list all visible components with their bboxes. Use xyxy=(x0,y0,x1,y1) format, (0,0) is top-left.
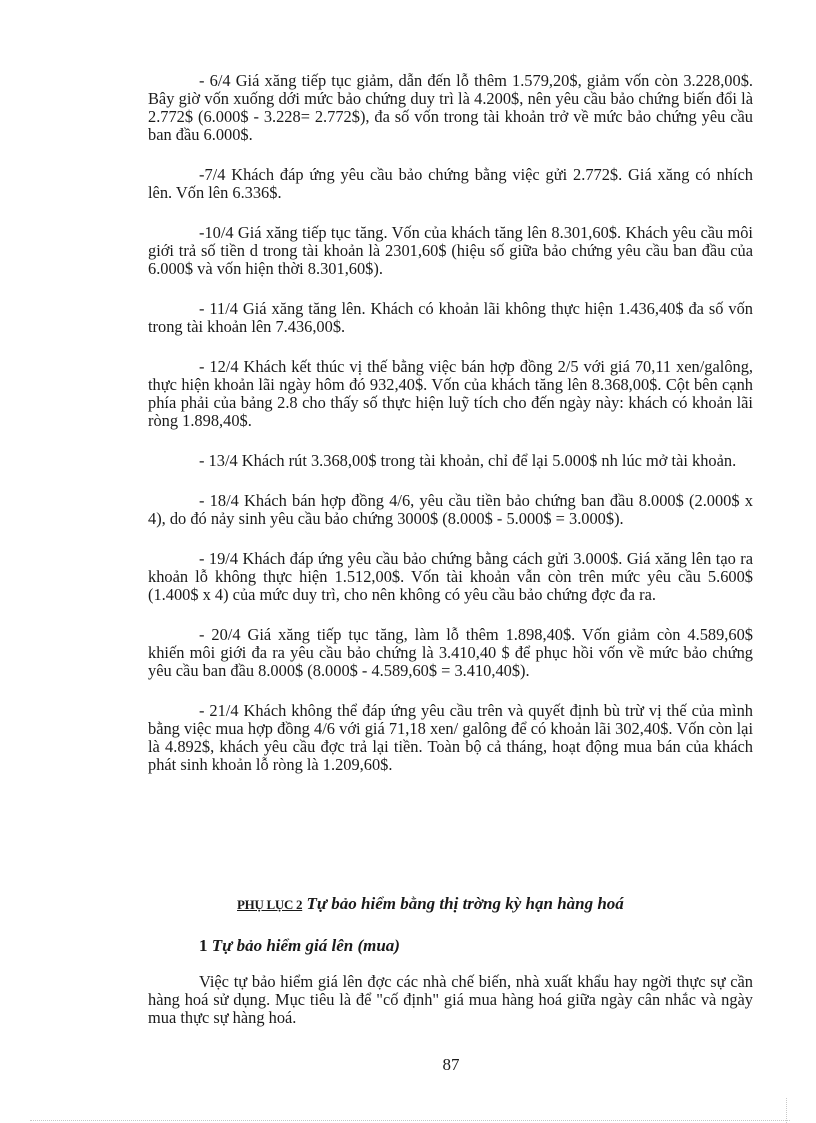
paragraph-13-4: - 13/4 Khách rút 3.368,00$ trong tài khoản, chỉ để lại 5.000$ nh lúc mở tài khoản. xyxy=(199,451,737,470)
paragraph-6-4: - 6/4 Giá xăng tiếp tục giảm, dẫn đến lỗ thêm 1.579,20$, giảm vốn còn 3.228,00$. Bây giờ vốn xuống dới mức bảo chứng duy trì là 4.200$, nên yêu cầu bảo chứng biến đổi là 2.772$ (6.000$ - 3.228= 2.772$), đa số vốn trong tài khoản trở về mức bảo chứng yêu cầu ban đầu 6.000$. xyxy=(148,71,753,144)
paragraph-12-4: - 12/4 Khách kết thúc vị thế bằng việc bán hợp đồng 2/5 với giá 70,11 xen/galông, thực hiện khoản lãi ngày hôm đó 932,40$. Vốn của khách tăng lên 8.368,00$. Cột bên cạnh phía phải của bảng 2.8 cho thấy số thực hiện luỹ tích cho đến ngày này: khách có khoản lãi ròng 1.898,40$. xyxy=(148,357,753,430)
paragraph-19-4: - 19/4 Khách đáp ứng yêu cầu bảo chứng bằng cách gửi 3.000$. Giá xăng lên tạo ra khoản lỗ không thực hiện 1.512,00$. Vốn tài khoản vẫn còn trên mức yêu cầu 5.600$ (1.400$ x 4) của mức duy trì, cho nên không có yêu cầu bảo chứng đợc đa ra. xyxy=(148,549,753,604)
paragraph-7-4: -7/4 Khách đáp ứng yêu cầu bảo chứng bằng việc gửi 2.772$. Giá xăng có nhích lên. Vốn lên 6.336$. xyxy=(148,165,753,202)
footer-corner-mark xyxy=(786,1098,787,1123)
section-title: Tự bảo hiểm giá lên (mua) xyxy=(211,936,400,955)
paragraph-21-4: - 21/4 Khách không thể đáp ứng yêu cầu trên và quyết định bù trừ vị thế của mình bằng việc mua hợp đồng 4/6 với giá 71,18 xen/ galông để có khoản lãi 302,40$. Vốn còn lại là 4.892$, khách yêu cầu đợc trả lại tiền. Toàn bộ cả tháng, hoạt động mua bán của khách phát sinh khoản lỗ ròng là 1.209,60$. xyxy=(148,701,753,774)
paragraph-11-4: - 11/4 Giá xăng tăng lên. Khách có khoản lãi không thực hiện 1.436,40$ đa số vốn trong tài khoản lên 7.436,00$. xyxy=(148,299,753,336)
page-number: 87 xyxy=(442,1055,460,1074)
appendix-label: PHỤ LỤC 2 xyxy=(237,897,303,912)
paragraph-20-4: - 20/4 Giá xăng tiếp tục tăng, làm lỗ thêm 1.898,40$. Vốn giảm còn 4.589,60$ khiến môi giới đa ra yêu cầu bảo chứng là 3.410,40 $ để phục hồi vốn về mức bảo chứng yêu cầu ban đầu 8.000$ (8.000$ - 4.589,60$ = 3.410,40$). xyxy=(148,625,753,680)
footer-divider xyxy=(30,1120,790,1121)
appendix-heading xyxy=(237,894,624,915)
section-body-paragraph: Việc tự bảo hiểm giá lên đợc các nhà chế biến, nhà xuất khẩu hay ngời thực sự cần hàng hoá sử dụng. Mục tiêu là để "cố định" giá mua hàng hoá giữa ngày cân nhắc và ngày mua thực sự hàng hoá. xyxy=(148,972,753,1027)
section-number: 1 xyxy=(199,936,212,955)
paragraph-10-4: -10/4 Giá xăng tiếp tục tăng. Vốn của khách tăng lên 8.301,60$. Khách yêu cầu môi giới trả số tiền d trong tài khoản là 2301,60$ (hiệu số giữa bảo chứng yêu cầu ban đầu của 6.000$ và vốn hiện thời 8.301,60$). xyxy=(148,223,753,278)
paragraph-18-4: - 18/4 Khách bán hợp đồng 4/6, yêu cầu tiền bảo chứng ban đầu 8.000$ (2.000$ x 4), do đó nảy sinh yêu cầu bảo chứng 3000$ (8.000$ - 5.000$ = 3.000$). xyxy=(148,491,753,528)
appendix-title: Tự bảo hiểm bằng thị trờng kỳ hạn hàng hoá xyxy=(302,894,624,913)
section-heading xyxy=(199,936,400,956)
main-text-block xyxy=(148,72,753,774)
